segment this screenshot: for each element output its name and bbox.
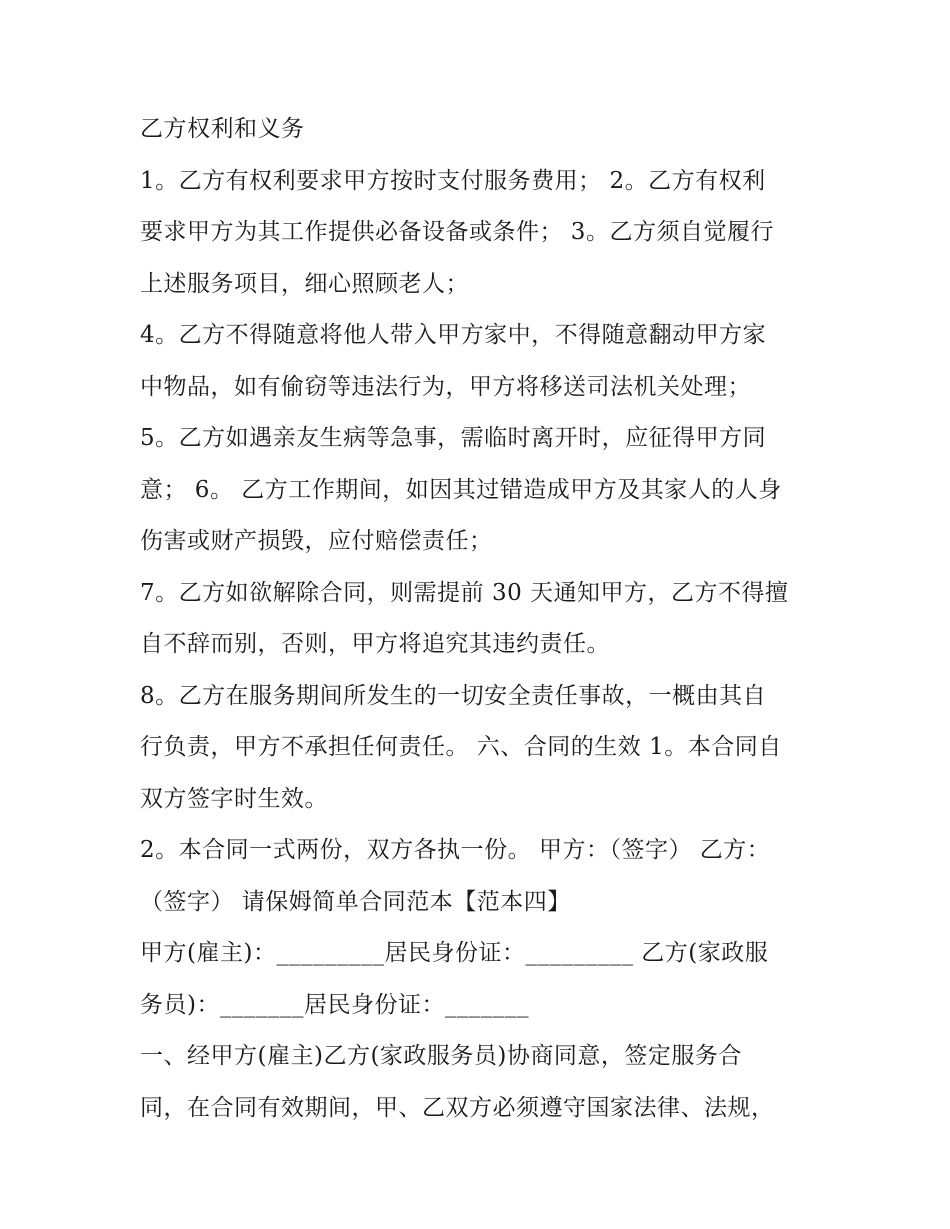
- text-line: 意； 6。 乙方工作期间，如因其过错造成甲方及其家人的人身: [140, 476, 782, 503]
- text-line: 5。乙方如遇亲友生病等急事，需临时离开时，应征得甲方同: [140, 425, 767, 451]
- text-line: 双方签字时生效。: [140, 785, 328, 812]
- text-line: 同，在合同有效期间，甲、乙双方必须遵守国家法律、法规，: [140, 1094, 775, 1121]
- section-heading: 乙方权利和义务: [140, 116, 305, 142]
- text-line: 要求甲方为其工作提供必备设备或条件； 3。乙方须自觉履行: [140, 219, 774, 245]
- text-line: 中物品，如有偷窃等违法行为，甲方将移送司法机关处理；: [140, 373, 751, 400]
- text-line: 7。乙方如欲解除合同，则需提前 30 天通知甲方，乙方不得擅: [140, 579, 789, 606]
- text-line: 自不辞而别，否则，甲方将追究其违约责任。: [140, 631, 610, 657]
- text-line: 甲方(雇主)：_________居民身份证：_________ 乙方(家政服: [140, 940, 769, 966]
- text-line: 一、经甲方(雇主)乙方(家政服务员)协商同意，签定服务合: [140, 1043, 742, 1069]
- document-body: [140, 104, 820, 1134]
- text-line: 行负责，甲方不承担任何责任。 六、合同的生效 1。本合同自: [140, 734, 782, 760]
- text-line: 2。本合同一式两份，双方各执一份。 甲方：（签字） 乙方：: [140, 837, 771, 863]
- text-line: 务员)：_______居民身份证：_______: [140, 991, 529, 1018]
- text-line: 上述服务项目，细心照顾老人；: [140, 270, 469, 297]
- text-line: 伤害或财产损毁，应付赔偿责任；: [140, 528, 493, 554]
- text-line: 1。乙方有权利要求甲方按时支付服务费用； 2。乙方有权利: [140, 167, 766, 194]
- text-line: 8。乙方在服务期间所发生的一切安全责任事故，一概由其自: [140, 682, 767, 709]
- text-line: （签字） 请保姆简单合同范本【范本四】: [140, 888, 571, 915]
- text-line: 4。乙方不得随意将他人带入甲方家中，不得随意翻动甲方家: [140, 322, 767, 348]
